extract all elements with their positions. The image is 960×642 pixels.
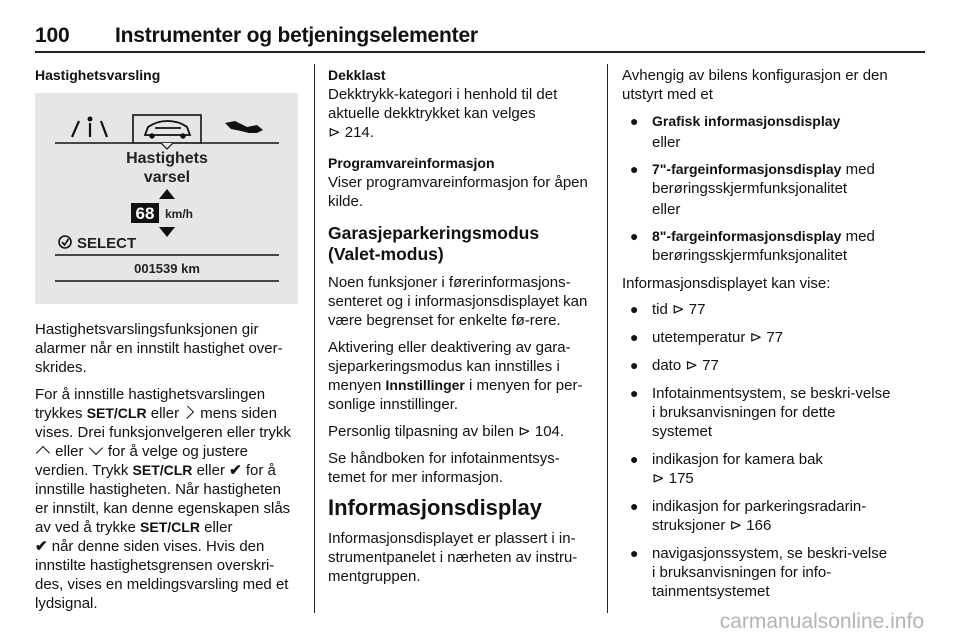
header-rule	[35, 51, 925, 53]
list-item: ● Grafisk informasjonsdisplay	[630, 113, 841, 129]
heading-tyre-load: Dekklast	[328, 67, 386, 83]
column-3	[622, 66, 892, 610]
page-header	[35, 24, 478, 48]
paragraph-speed-warning-intro: Hastighetsvarslingsfunksjonen gir alarmer når en innstilt hastighet over-skrides.	[35, 321, 283, 376]
figure-label-1: Hastighets	[126, 150, 208, 167]
list-item: ● navigasjonssystem, se beskri-velse i bruksanvisningen for info-tainmentsystemet	[630, 545, 888, 600]
heading-valet-mode: Garasjeparkeringsmodus (Valet-modus)	[328, 223, 540, 264]
column-divider-1	[314, 64, 315, 613]
list-item: ● 7"-fargeinformasjonsdisplay med berøringsskjermfunksjonalitet	[630, 161, 875, 197]
section-heading-speed-warning: Hastighetsvarsling	[35, 67, 161, 83]
bullet-icon: ●	[630, 329, 639, 345]
figure-odometer: 001539 km	[134, 261, 200, 276]
check-circle-icon	[59, 236, 71, 248]
chevron-up-icon	[36, 446, 50, 460]
selected-tab-frame	[133, 115, 201, 143]
list-item: ● tid ⊳ 77	[630, 301, 706, 318]
bullet-icon: ●	[630, 545, 639, 561]
down-arrow-icon	[159, 227, 175, 237]
page-title: Instrumenter og betjeningselementer	[115, 24, 478, 47]
speed-unit: km/h	[165, 207, 194, 221]
bullet-icon: ●	[630, 113, 639, 129]
bullet-icon: ●	[630, 301, 639, 317]
chevron-down-icon	[89, 441, 103, 455]
paragraph-speed-warning-steps: For å innstille hastighetsvarslingen trykkes SET/CLR eller mens siden vises. Drei funksjonvelgeren eller trykk eller for å velge og justere verdien. Trykk SET/CLR eller ✔ for å innstille hastigheten. Når hastigheten er innstilt, kan denne egenskapen slås av ved å trykke SET/CLR eller ✔ når denne siden vises. Hvis den innstilte hastighetsgrensen overskri-des, vises en meldingsvarsling med et lydsignal.	[35, 386, 291, 612]
list-item: ● dato ⊳ 77	[630, 357, 719, 374]
page-ref-arrow-icon: ⊳	[518, 423, 531, 440]
text-valet-3: Personlig tilpasning av bilen ⊳ 104.	[328, 423, 565, 440]
up-arrow-icon	[159, 189, 175, 199]
column-1	[35, 66, 298, 621]
heading-info-display: Informasjonsdisplay	[328, 495, 542, 520]
wrench-icon	[225, 121, 263, 133]
column-divider-2	[607, 64, 608, 613]
text-config-intro: Avhengig av bilens konfigurasjon er den utstyrt med et	[622, 67, 888, 103]
speed-value: 68	[135, 204, 155, 223]
display-content-list	[622, 300, 892, 601]
column-2	[328, 66, 596, 594]
heading-software-info: Programvareinformasjon	[328, 155, 495, 171]
text-valet-1: Noen funksjoner i førerinformasjons-senteret og i informasjonsdisplayet kan være begrenset for enkelte fø-rere.	[328, 274, 588, 329]
bullet-icon: ●	[630, 498, 639, 514]
checkmark-icon: ✔	[229, 462, 242, 479]
page-ref-arrow-icon: ⊳	[328, 124, 341, 141]
text-valet-2: Aktivering eller deaktivering av gara-sjeparkeringsmodus kan innstilles i menyen Innstillinger i menyen for per-sonlige innstillinger.	[328, 339, 583, 413]
text-valet-4: Se håndboken for infotainmentsys-temet for mer informasjon.	[328, 450, 560, 486]
text-software-info: Viser programvareinformasjon for åpen kilde.	[328, 174, 588, 210]
ref-tyre-load: 214.	[344, 124, 374, 141]
text-or: eller	[652, 201, 681, 218]
text-info-display: Informasjonsdisplayet er plassert i in-strumentpanelet i nærheten av instru-mentgruppen.	[328, 530, 578, 585]
watermark-text: carmanualsonline.info	[719, 610, 924, 633]
list-item: ● indikasjon for parkeringsradarin-struksjoner ⊳ 166	[630, 498, 867, 534]
page-ref-arrow-icon: ⊳	[685, 357, 698, 374]
page-ref-arrow-icon: ⊳	[652, 470, 665, 487]
bullet-icon: ●	[630, 161, 639, 177]
checkmark-icon: ✔	[35, 538, 48, 555]
car-icon	[145, 121, 190, 138]
speed-warning-display-illustration	[35, 93, 298, 304]
text-tyre-load: Dekktrykk-kategori i henhold til det aktuelle dekktrykket kan velges	[328, 86, 558, 122]
bullet-icon: ●	[630, 357, 639, 373]
text-display-can-show: Informasjonsdisplayet kan vise:	[622, 275, 831, 292]
list-item: ● Infotainmentsystem, se beskri-velse i bruksanvisningen for dette systemet	[630, 385, 891, 440]
bullet-icon: ●	[630, 228, 639, 244]
list-item: ● utetemperatur ⊳ 77	[630, 329, 783, 346]
display-figure	[35, 93, 298, 304]
road-info-icon	[72, 118, 107, 137]
page-ref-arrow-icon: ⊳	[672, 301, 685, 318]
figure-select-label: SELECT	[77, 235, 137, 252]
text-or: eller	[652, 134, 681, 151]
list-item: ● 8"-fargeinformasjonsdisplay med berøringsskjermfunksjonalitet	[630, 228, 875, 264]
bullet-icon: ●	[630, 451, 639, 467]
display-type-list	[622, 112, 892, 131]
page-ref-arrow-icon: ⊳	[729, 517, 743, 534]
list-item: ● indikasjon for kamera bak ⊳ 175	[630, 451, 823, 487]
bullet-icon: ●	[630, 385, 639, 401]
page-number: 100	[35, 24, 70, 47]
page-ref-arrow-icon: ⊳	[749, 329, 763, 346]
figure-label-2: varsel	[143, 169, 191, 186]
